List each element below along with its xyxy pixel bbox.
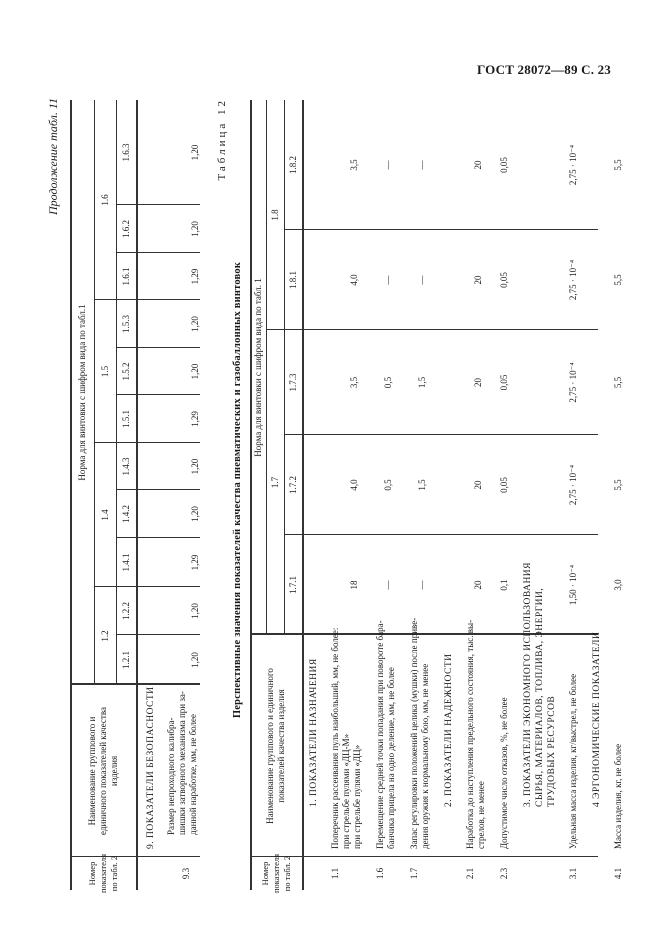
rule-line — [136, 100, 138, 890]
row-value: 0,05 — [499, 272, 509, 288]
section-title — [443, 654, 455, 807]
rule-line — [302, 100, 304, 890]
row-value: — — [417, 580, 427, 590]
row-name-line: Запас регулировки положений целика (мушки) после приве- — [409, 617, 419, 849]
sub-header-1.7.3: 1.7.3 — [288, 373, 298, 392]
sub-header-1.5.2: 1.5.2 — [121, 362, 131, 381]
row-name — [409, 618, 431, 849]
row-value: 20 — [473, 480, 483, 490]
group-header-1.5: 1.5 — [100, 365, 110, 378]
row-name-line: Удельная масса изделия, кг/выстрел, не более — [568, 673, 578, 849]
row-number: 2.3 — [499, 867, 509, 880]
column-header-number: Номер показателя по табл. 2 — [86, 853, 119, 894]
section-line: 3. ПОКАЗАТЕЛИ ЭКОНОМНОГО ИСПОЛЬЗОВАНИЯ — [523, 562, 533, 807]
row-name-line: при стрельбе пулями «ДЦ-М» — [341, 733, 351, 849]
row-number: 9.3 — [181, 867, 191, 880]
row-value: 1,5 — [417, 479, 427, 491]
sub-header-1.7.2: 1.7.2 — [288, 476, 298, 494]
row-name-line: Поперечник рассеивания пуль наибольший, мм, не более: — [330, 627, 340, 849]
column-header-name: Наименование группового и единичного показателей качества изделия — [265, 668, 286, 824]
section-title: 9. ПОКАЗАТЕЛИ БЕЗОПАСНОСТИ — [146, 686, 156, 849]
row-value: 0,05 — [499, 157, 509, 173]
row-number: 1.6 — [375, 867, 385, 880]
row-value: 2,75 · 10⁻⁴ — [568, 144, 578, 186]
row-name-line: шишки затворного механизма при за- — [177, 691, 187, 835]
table-12-title: Перспективные значения показателей качества пневматических и газобаллонных винтовок — [232, 261, 243, 719]
sub-header-1.7.1: 1.7.1 — [288, 576, 298, 594]
row-value: 1,20 — [190, 363, 200, 380]
row-value: 3,5 — [349, 159, 359, 171]
row-number: 3.1 — [568, 867, 578, 880]
row-value: 5,5 — [613, 376, 623, 389]
row-value: 1,29 — [190, 554, 200, 571]
sub-header-1.5.3: 1.5.3 — [121, 315, 131, 333]
section-title — [522, 562, 558, 807]
row-value: 1,20 — [190, 506, 200, 522]
row-value: 2,75 · 10⁻⁴ — [568, 464, 578, 506]
section-line: 4 ЭРГОНОМИЧЕСКИЕ ПОКАЗАТЕЛИ — [592, 631, 602, 807]
sub-header-1.8.1: 1.8.1 — [288, 271, 298, 289]
section-line: СЫРЬЯ, МАТЕРИАЛОВ, ТОПЛИВА, ЭНЕРГИИ, — [535, 587, 545, 807]
row-name-line: Допустимое число отказов, %, не более — [499, 697, 509, 849]
row-value: 3,5 — [349, 376, 359, 389]
row-name — [166, 691, 199, 835]
row-value: 0,05 — [499, 374, 509, 391]
row-number: 1.7 — [409, 867, 419, 880]
row-value: 2,75 · 10⁻⁴ — [568, 259, 578, 301]
row-value: — — [417, 275, 427, 285]
table-12-label: Таблица 12 — [216, 98, 228, 181]
group-header-1.6: 1.6 — [100, 194, 110, 206]
row-value: 1,50 · 10⁻⁴ — [568, 564, 578, 606]
row-name-line: Наработка до наступления предельного состояния, тыс. вы- — [465, 619, 475, 849]
sub-header-1.2.2: 1.2.2 — [121, 602, 131, 620]
rule-line — [250, 856, 598, 857]
row-value: 4,0 — [349, 274, 359, 286]
row-name-line: данной наработке, мм, не более — [188, 713, 198, 835]
sub-header-1.2.1: 1.2.1 — [121, 651, 131, 669]
row-value: 5,5 — [613, 479, 623, 491]
rule-line — [284, 229, 598, 230]
rule-line — [284, 534, 598, 535]
row-value: 5,5 — [613, 159, 623, 171]
norm-header: Норма для винтовки с шифром вида по табл.1 — [77, 304, 87, 481]
continuation-label: Продолжение табл. 11 — [46, 98, 60, 216]
group-header-1.8: 1.8 — [270, 209, 280, 221]
row-value: 0,5 — [383, 479, 393, 491]
row-value: 1,20 — [190, 221, 200, 237]
sub-header-1.6.2: 1.6.2 — [121, 220, 131, 238]
row-name-line: Размер непроходного калибра- — [166, 717, 176, 835]
row-name — [568, 674, 579, 849]
column-header-name: Наименование группового и единичного показателей качества изделия — [86, 707, 119, 835]
row-value: 20 — [473, 275, 483, 285]
sub-header-1.4.2: 1.4.2 — [121, 505, 131, 523]
row-name-line: дения оружия к нормальному бою, мм, не менее — [420, 663, 430, 849]
row-name — [330, 628, 363, 849]
row-name-line: при стрельбе пулями «ДЦ» — [352, 744, 362, 849]
row-value: 0,1 — [499, 579, 509, 591]
row-number: 1.1 — [330, 867, 340, 880]
rule-line — [284, 434, 598, 435]
rule-line — [284, 329, 598, 330]
row-value: — — [417, 160, 427, 170]
sub-header-1.5.1: 1.5.1 — [121, 410, 131, 428]
row-value: 1,20 — [190, 458, 200, 475]
row-number: 2.1 — [465, 867, 475, 880]
row-value: 2,75 · 10⁻⁴ — [568, 362, 578, 403]
sub-header-1.6.1: 1.6.1 — [121, 267, 131, 286]
row-value: 1,5 — [417, 376, 427, 389]
column-header-number: Номер показателя по табл. 2 — [259, 853, 292, 894]
row-value: 1,20 — [190, 652, 200, 668]
row-value: 0,5 — [383, 376, 393, 389]
row-value: 3,0 — [613, 579, 623, 591]
row-name — [613, 744, 624, 849]
row-value: 4,0 — [349, 479, 359, 491]
row-name — [499, 697, 510, 849]
page-header: ГОСТ 28072—89 С. 23 — [477, 62, 611, 77]
row-value: 1,29 — [190, 411, 200, 427]
row-value: — — [383, 275, 393, 285]
row-value: 5,5 — [613, 274, 623, 286]
row-value: 1,29 — [190, 268, 200, 285]
row-value: 20 — [473, 580, 483, 590]
row-name — [465, 620, 487, 849]
row-name-line: Масса изделия, кг, не более — [613, 743, 623, 849]
row-number: 4.1 — [613, 867, 623, 880]
sub-header-1.4.1: 1.4.1 — [121, 553, 131, 572]
rotated-page-content — [46, 90, 623, 894]
row-value: 18 — [349, 580, 359, 590]
norm-header: Норма для винтовки с шифром вида по табл. 1 — [253, 278, 263, 457]
section-line: 1. ПОКАЗАТЕЛИ НАЗНАЧЕНИЯ — [309, 658, 319, 807]
section-line: 2. ПОКАЗАТЕЛИ НАДЕЖНОСТИ — [444, 653, 454, 807]
sub-header-1.4.3: 1.4.3 — [121, 457, 131, 476]
section-title — [308, 658, 320, 807]
group-header-1.4: 1.4 — [100, 509, 110, 521]
row-value: — — [383, 160, 393, 170]
row-value: 20 — [473, 160, 483, 170]
row-value: 20 — [473, 378, 483, 387]
section-line: ТРУДОВЫХ РЕСУРСОВ — [547, 695, 557, 807]
row-name-line: банчика прицела на одно деление, мм, не более — [386, 667, 396, 849]
row-value: 1,20 — [190, 603, 200, 619]
row-name-line: Перемещение средней точки попадания при повороте бара- — [375, 620, 385, 849]
group-header-1.7: 1.7 — [270, 476, 280, 489]
group-header-1.2: 1.2 — [100, 630, 110, 642]
row-name — [375, 620, 397, 849]
row-value: 0,05 — [499, 477, 509, 493]
row-value: — — [383, 580, 393, 590]
section-title — [591, 632, 603, 807]
row-value: 1,20 — [190, 144, 200, 161]
sub-header-1.6.3: 1.6.3 — [121, 143, 131, 162]
row-name-line: стрелов, не менее — [476, 781, 486, 849]
row-value: 1,20 — [190, 316, 200, 332]
sub-header-1.8.2: 1.8.2 — [288, 156, 298, 174]
